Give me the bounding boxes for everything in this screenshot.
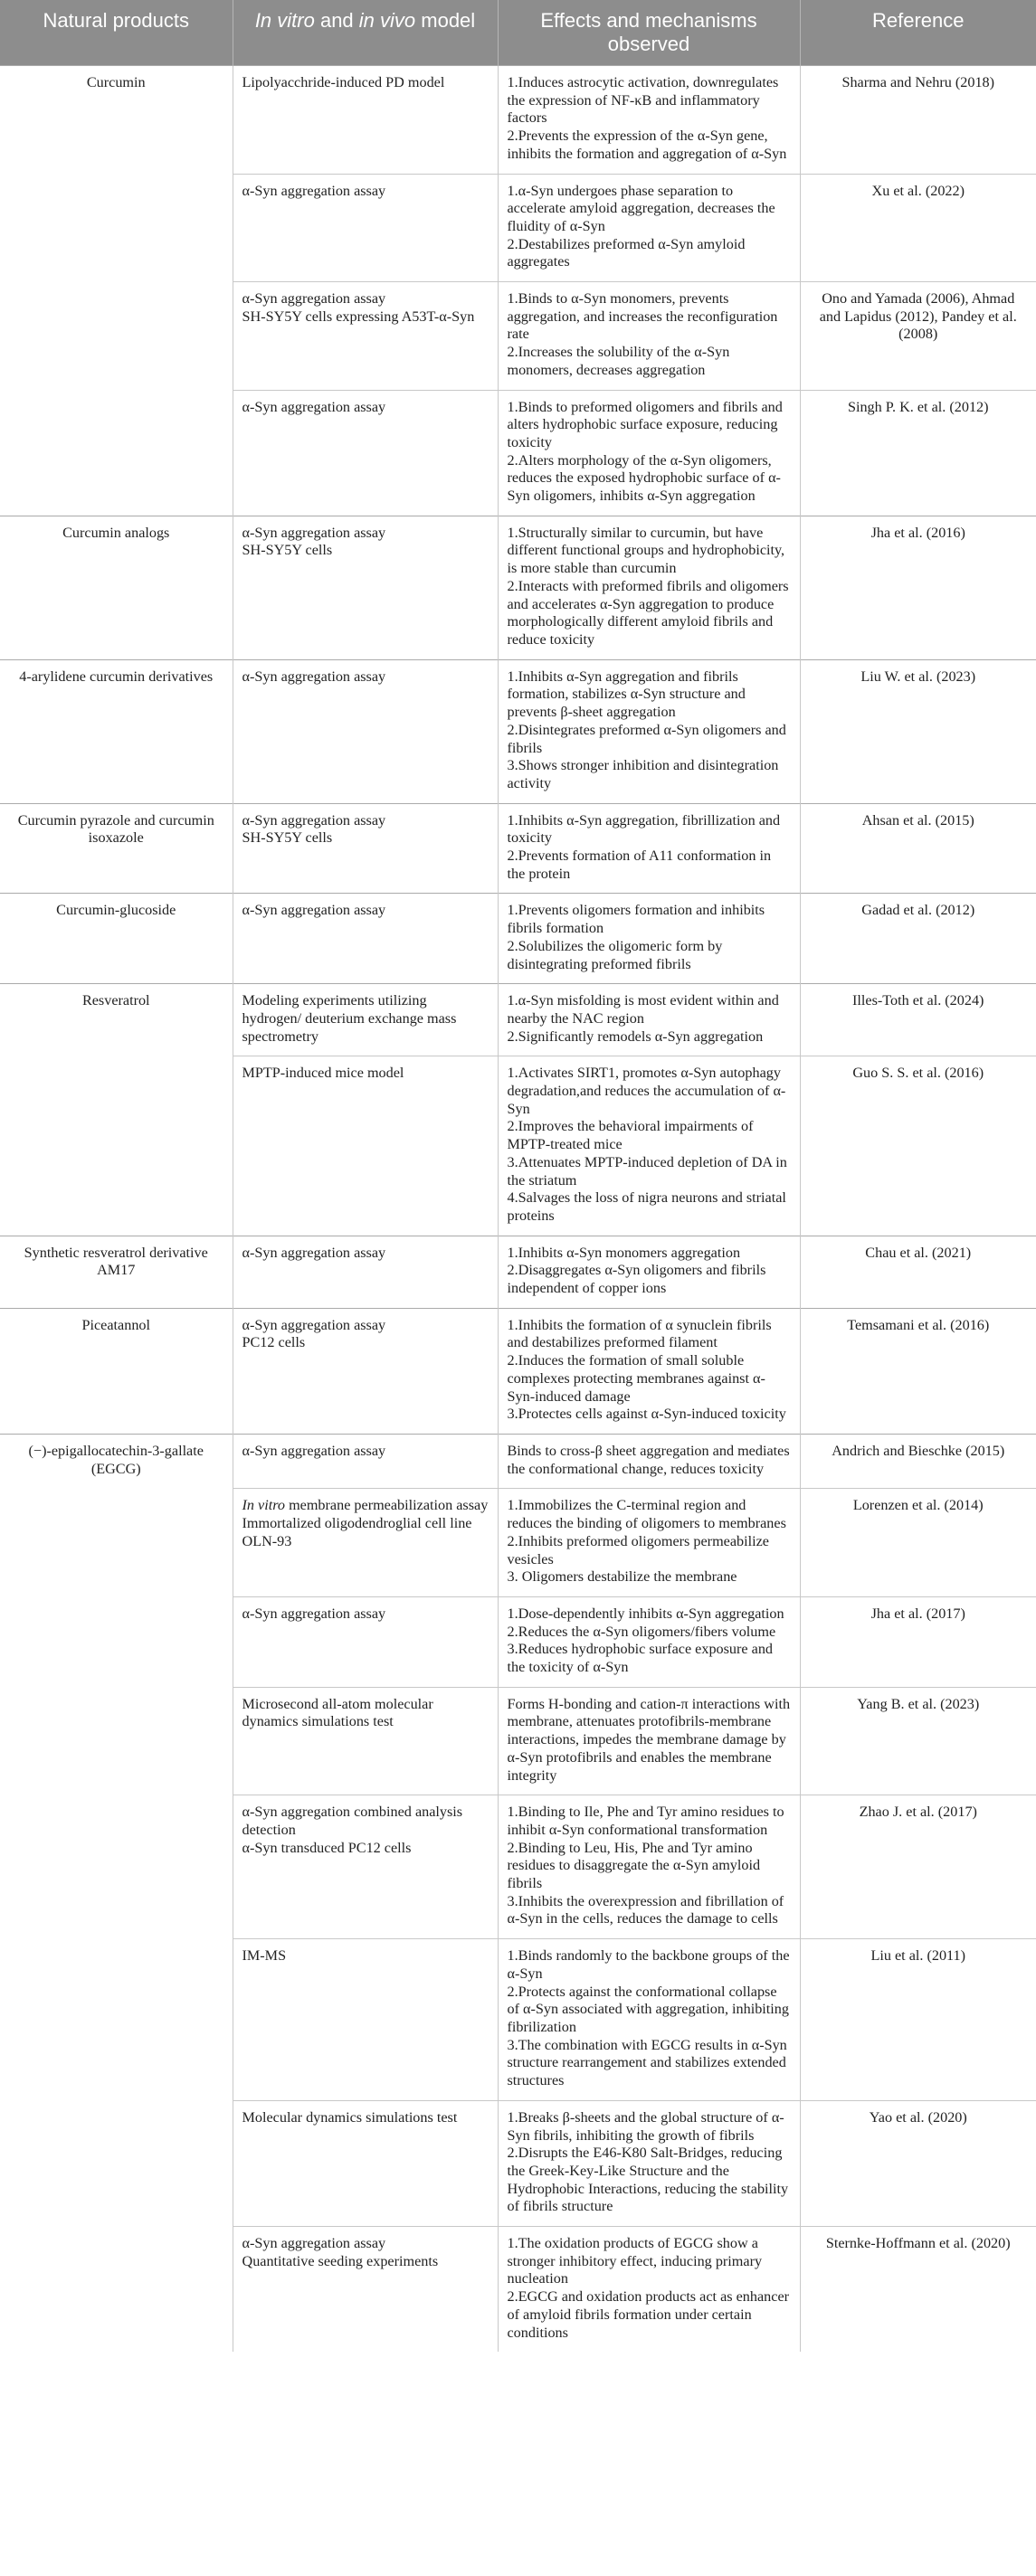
reference-cell: Jha et al. (2017) [800, 1596, 1036, 1687]
model-line: α-Syn aggregation assay [242, 1605, 386, 1622]
table-row [0, 659, 1036, 803]
reference-cell: Singh P. K. et al. (2012) [800, 390, 1036, 516]
effects-cell [498, 66, 800, 175]
model-cell [233, 2227, 498, 2353]
effects-cell [498, 1596, 800, 1687]
effect-line: Binds to cross-β sheet aggregation and mediates the conformational change, reduces toxicity [507, 1443, 790, 1477]
model-cell [233, 516, 498, 659]
model-line: Immortalized oligodendroglial cell line OLN-93 [242, 1515, 472, 1549]
reference-cell: Guo S. S. et al. (2016) [800, 1056, 1036, 1236]
reference-cell: Illes-Toth et al. (2024) [800, 984, 1036, 1056]
model-line: α-Syn aggregation assay [242, 1443, 386, 1459]
effects-cell [498, 984, 800, 1056]
model-cell [233, 894, 498, 984]
header-model-and: and [314, 9, 359, 32]
effects-cell [498, 1056, 800, 1236]
effect-line: 1.Inhibits the formation of α synuclein fibrils and destabilizes preformed filament [507, 1316, 772, 1351]
effect-line: 2.Protects against the conformational collapse of α-Syn associated with aggregation, inhibiting fibrilization [507, 1983, 789, 2035]
table-header-row [0, 0, 1036, 66]
effect-line: 2.Alters morphology of the α-Syn oligomers, reduces the exposed hydrophobic surface of α-Syn oligomers, inhibits α-Syn aggregation [507, 451, 781, 505]
effect-line: 1.Induces astrocytic activation, downregulates the expression of NF-κB and inflammatory factors [507, 74, 779, 127]
model-line: Quantitative seeding experiments [242, 2252, 439, 2269]
effect-line: 3.Shows stronger inhibition and disintegration activity [507, 757, 779, 791]
effects-cell [498, 282, 800, 391]
effect-line: 2.Disaggregates α-Syn oligomers and fibrils independent of copper ions [507, 1262, 766, 1297]
product-name: Resveratrol [0, 984, 233, 1236]
model-line: Microsecond all-atom molecular dynamics simulations test [242, 1695, 433, 1730]
model-cell [233, 1489, 498, 1597]
effect-line: 1.Binds randomly to the backbone groups of the α-Syn [507, 1947, 790, 1982]
table-row [0, 1236, 1036, 1308]
product-name: Piceatannol [0, 1308, 233, 1434]
model-cell [233, 1236, 498, 1308]
model-line: α-Syn aggregation assay [242, 398, 386, 415]
model-line: α-Syn aggregation assay [242, 902, 386, 919]
header-model [233, 0, 498, 66]
effect-line: 1.Inhibits α-Syn aggregation and fibrils formation, stabilizes α-Syn structure and prevents β-sheet aggregation [507, 668, 746, 721]
header-reference: Reference [800, 0, 1036, 66]
header-model-italic-a: In vitro [254, 9, 315, 32]
header-effects: Effects and mechanisms observed [498, 0, 800, 66]
effects-cell [498, 1795, 800, 1939]
reference-cell: Yao et al. (2020) [800, 2100, 1036, 2226]
effect-line: 2.EGCG and oxidation products act as enhancer of amyloid fibrils formation under certain conditions [507, 2288, 790, 2341]
effects-cell [498, 894, 800, 984]
effect-line: 2.Induces the formation of small soluble complexes protecting membranes against α-Syn-induced damage [507, 1352, 765, 1405]
effect-line: 4.Salvages the loss of nigra neurons and striatal proteins [507, 1189, 786, 1224]
effect-line: 2.Increases the solubility of the α-Syn monomers, decreases aggregation [507, 344, 730, 378]
product-name: Curcumin pyrazole and curcumin isoxazole [0, 803, 233, 894]
effect-line: 1.Structurally similar to curcumin, but have different functional groups and hydrophobicity, is more stable than curcumin [507, 524, 785, 577]
effect-line: 1.The oxidation products of EGCG show a stronger inhibitory effect, inducing primary nucleation [507, 2235, 763, 2287]
model-line: SH-SY5Y cells expressing A53T-α-Syn [242, 308, 475, 325]
model-cell [233, 659, 498, 803]
effect-line: 2.Disintegrates preformed α-Syn oligomers and fibrils [507, 721, 786, 756]
product-name: Curcumin analogs [0, 516, 233, 659]
model-line: α-Syn aggregation assay [242, 2235, 386, 2252]
reference-cell: Gadad et al. (2012) [800, 894, 1036, 984]
model-line: α-Syn aggregation assay [242, 811, 386, 829]
model-cell [233, 174, 498, 282]
reference-cell: Jha et al. (2016) [800, 516, 1036, 659]
effects-cell [498, 803, 800, 894]
model-line: α-Syn aggregation assay [242, 668, 386, 685]
model-cell [233, 1795, 498, 1939]
model-text: membrane permeabilization assay [285, 1497, 489, 1514]
model-cell [233, 282, 498, 391]
model-cell [233, 2100, 498, 2226]
effect-line: 2.Disrupts the E46-K80 Salt-Bridges, reducing the Greek-Key-Like Structure and the Hydrophobic Interactions, reducing the stability of fibrils structure [507, 2145, 789, 2215]
effect-line: 1.Inhibits α-Syn monomers aggregation [507, 1244, 741, 1261]
model-line [242, 1497, 489, 1515]
effect-line: 2.Solubilizes the oligomeric form by disintegrating preformed fibrils [507, 937, 723, 972]
reference-cell: Andrich and Bieschke (2015) [800, 1435, 1036, 1489]
model-cell [233, 984, 498, 1056]
effects-cell [498, 659, 800, 803]
reference-cell: Sharma and Nehru (2018) [800, 66, 1036, 175]
reference-cell: Yang B. et al. (2023) [800, 1687, 1036, 1795]
effects-cell [498, 2100, 800, 2226]
effect-line: 2.Interacts with preformed fibrils and oligomers and accelerates α-Syn aggregation to produce morphologically different amyloid fibrils and reduce toxicity [507, 577, 789, 648]
product-name: 4-arylidene curcumin derivatives [0, 659, 233, 803]
reference-cell: Lorenzen et al. (2014) [800, 1489, 1036, 1597]
effect-line: 1.Immobilizes the C-terminal region and reduces the binding of oligomers to membranes [507, 1497, 786, 1532]
model-cell [233, 803, 498, 894]
header-model-italic-b: in vivo [358, 9, 416, 32]
effect-line: 3. Oligomers destabilize the membrane [507, 1568, 737, 1586]
effects-cell [498, 1489, 800, 1597]
model-line: Modeling experiments utilizing hydrogen/ deuterium exchange mass spectrometry [242, 992, 457, 1045]
product-name: Synthetic resveratrol derivative AM17 [0, 1236, 233, 1308]
effects-cell [498, 2227, 800, 2353]
table-row [0, 984, 1036, 1056]
model-line: α-Syn aggregation assay [242, 290, 386, 308]
model-line: α-Syn aggregation combined analysis detection [242, 1804, 463, 1838]
reference-cell: Chau et al. (2021) [800, 1236, 1036, 1308]
effect-line: 1.α-Syn misfolding is most evident within and nearby the NAC region [507, 992, 779, 1027]
effects-cell [498, 390, 800, 516]
reference-cell: Ono and Yamada (2006), Ahmad and Lapidus (2012), Pandey et al. (2008) [800, 282, 1036, 391]
effect-line: 3.Reduces hydrophobic surface exposure and the toxicity of α-Syn [507, 1641, 774, 1676]
model-line: PC12 cells [242, 1334, 306, 1351]
effects-cell [498, 1687, 800, 1795]
effect-line: 1.α-Syn undergoes phase separation to accelerate amyloid aggregation, decreases the fluidity of α-Syn [507, 182, 775, 234]
effect-line: 3.Protectes cells against α-Syn-induced toxicity [507, 1406, 786, 1423]
table-row [0, 1308, 1036, 1434]
effect-line: 2.Inhibits preformed oligomers permeabilize vesicles [507, 1532, 769, 1567]
model-line: MPTP-induced mice model [242, 1065, 404, 1082]
effects-cell [498, 174, 800, 282]
effect-line: 3.Attenuates MPTP-induced depletion of DA in the striatum [507, 1153, 787, 1189]
effect-line: 1.Binds to α-Syn monomers, prevents aggregation, and increases the reconfiguration rate [507, 290, 778, 343]
effects-cell [498, 1308, 800, 1434]
model-line: SH-SY5Y cells [242, 829, 333, 847]
effects-cell [498, 1939, 800, 2101]
model-cell [233, 1687, 498, 1795]
model-line: α-Syn aggregation assay [242, 1244, 386, 1261]
effect-line: 3.The combination with EGCG results in α-Syn structure rearrangement and stabilizes extended structures [507, 2036, 787, 2089]
table-row [0, 516, 1036, 659]
effect-line: 1.Breaks β-sheets and the global structure of α-Syn fibrils, inhibiting the growth of fibrils [507, 2108, 784, 2144]
effect-line: 1.Binds to preformed oligomers and fibrils and alters hydrophobic surface exposure, reducing toxicity [507, 398, 783, 450]
table-row [0, 894, 1036, 984]
effects-cell [498, 1236, 800, 1308]
model-line: Molecular dynamics simulations test [242, 2108, 458, 2126]
header-model-end: model [415, 9, 476, 32]
model-cell [233, 1939, 498, 2101]
table-row [0, 803, 1036, 894]
model-line: α-Syn transduced PC12 cells [242, 1839, 412, 1856]
model-cell [233, 1596, 498, 1687]
model-line: α-Syn aggregation assay [242, 182, 386, 199]
reference-cell: Ahsan et al. (2015) [800, 803, 1036, 894]
effect-line: 2.Prevents formation of A11 conformation in the protein [507, 848, 772, 882]
model-line: IM-MS [242, 1947, 287, 1965]
effect-line: 1.Inhibits α-Syn aggregation, fibrillization and toxicity [507, 811, 781, 847]
effect-line: 2.Binding to Leu, His, Phe and Tyr amino residues to disaggregate the α-Syn amyloid fibrils [507, 1839, 761, 1892]
effect-line: 1.Binding to Ile, Phe and Tyr amino residues to inhibit α-Syn conformational transformation [507, 1804, 784, 1838]
effects-cell [498, 516, 800, 659]
model-italic-text: In vitro [242, 1497, 286, 1514]
model-line: α-Syn aggregation assay [242, 1316, 386, 1333]
effect-line: 3.Inhibits the overexpression and fibrillation of α-Syn in the cells, reduces the damage to cells [507, 1892, 784, 1927]
reference-cell: Sternke-Hoffmann et al. (2020) [800, 2227, 1036, 2353]
reference-cell: Liu et al. (2011) [800, 1939, 1036, 2101]
effect-line: 1.Activates SIRT1, promotes α-Syn autophagy degradation,and reduces the accumulation of α-Syn [507, 1065, 786, 1117]
model-cell [233, 1308, 498, 1434]
model-line: α-Syn aggregation assay [242, 524, 386, 541]
table-row [0, 66, 1036, 175]
reference-cell: Temsamani et al. (2016) [800, 1308, 1036, 1434]
effect-line: 1.Dose-dependently inhibits α-Syn aggregation [507, 1605, 784, 1622]
model-line: SH-SY5Y cells [242, 542, 333, 559]
effect-line: 2.Significantly remodels α-Syn aggregation [507, 1028, 764, 1045]
effect-line: 2.Destabilizes preformed α-Syn amyloid aggregates [507, 235, 746, 270]
model-cell [233, 1435, 498, 1489]
product-name: (−)-epigallocatechin-3-gallate (EGCG) [0, 1435, 233, 2353]
model-cell [233, 390, 498, 516]
product-name: Curcumin-glucoside [0, 894, 233, 984]
effect-line: 2.Improves the behavioral impairments of MPTP-treated mice [507, 1118, 754, 1153]
reference-cell: Xu et al. (2022) [800, 174, 1036, 282]
table-row [0, 1435, 1036, 1489]
effect-line: Forms H-bonding and cation-π interactions with membrane, attenuates protofibrils-membrane interactions, impedes the membrane damage by α-Syn protofibrils and enables the membrane integrity [507, 1695, 791, 1784]
model-line: Lipolyacchride-induced PD model [242, 74, 445, 90]
effect-line: 2.Prevents the expression of the α-Syn gene, inhibits the formation and aggregation of α-Syn [507, 128, 787, 162]
model-cell [233, 1056, 498, 1236]
model-cell [233, 66, 498, 175]
product-name: Curcumin [0, 66, 233, 516]
header-natural-products: Natural products [0, 0, 233, 66]
reference-cell: Liu W. et al. (2023) [800, 659, 1036, 803]
reference-cell: Zhao J. et al. (2017) [800, 1795, 1036, 1939]
effect-line: 1.Prevents oligomers formation and inhibits fibrils formation [507, 902, 765, 937]
effect-line: 2.Reduces the α-Syn oligomers/fibers volume [507, 1623, 776, 1640]
effects-cell [498, 1435, 800, 1489]
